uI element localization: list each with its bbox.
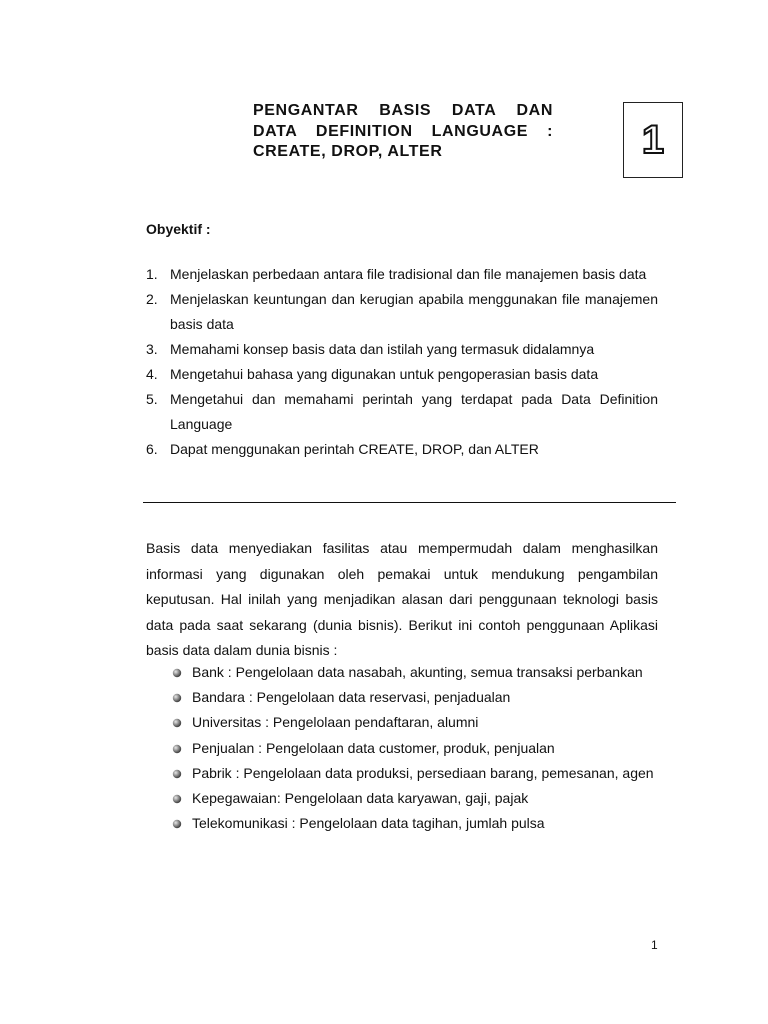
chapter-title-line: PENGANTAR BASIS DATA DAN [253, 102, 553, 119]
objective-item-text: Mengetahui bahasa yang digunakan untuk pengoperasian basis data [170, 366, 599, 382]
objective-item-text: Menjelaskan perbedaan antara file tradisional dan file manajemen basis data [170, 266, 647, 282]
shaded-ball-bullet-icon [172, 718, 182, 728]
shaded-ball-bullet-icon [172, 668, 182, 678]
list-item [172, 710, 658, 735]
list-item-text: Telekomunikasi : Pengelolaan data tagihan, jumlah pulsa [192, 815, 545, 832]
objective-item-number: 2. [146, 291, 158, 307]
objective-item [146, 337, 658, 362]
objective-item-number: 1. [146, 266, 158, 282]
section-divider [143, 502, 676, 503]
objective-item-number: 3. [146, 341, 158, 357]
objective-item-number: 6. [146, 441, 158, 457]
chapter-title-line: DATA DEFINITION LANGUAGE : [253, 122, 553, 140]
objective-heading: Obyektif : [146, 221, 211, 237]
business-application-list [172, 660, 658, 836]
shaded-ball-bullet-icon [172, 693, 182, 703]
intro-paragraph: Basis data menyediakan fasilitas atau mempermudah dalam menghasilkan informasi yang digunakan oleh pemakai untuk mendukung pengambilan keputusan. Hal inilah yang menjadikan alasan dari penggunaan teknologi basis data pada saat sekarang (dunia bisnis). Berikut ini contoh penggunaan Aplikasi basis data dalam dunia bisnis : [146, 540, 658, 658]
objective-item [146, 387, 658, 437]
list-item-text: Kepegawaian: Pengelolaan data karyawan, gaji, pajak [192, 790, 529, 807]
list-item [172, 811, 658, 836]
list-item-text: Bank : Pengelolaan data nasabah, akunting, semua transaksi perbankan [192, 664, 643, 680]
objective-item-number: 5. [146, 391, 158, 407]
objective-item-text: Menjelaskan keuntungan dan kerugian apabila menggunakan file manajemen basis data [170, 291, 658, 332]
objective-item-text: Memahami konsep basis data dan istilah yang termasuk didalamnya [170, 341, 595, 357]
list-item-text: Universitas : Pengelolaan pendaftaran, alumni [192, 714, 479, 731]
shaded-ball-bullet-icon [172, 769, 182, 779]
list-item [172, 736, 658, 761]
chapter-title [253, 101, 553, 163]
list-item-text: Penjualan : Pengelolaan data customer, produk, penjualan [192, 739, 555, 756]
list-item [172, 786, 658, 811]
objective-item [146, 287, 658, 337]
list-item-text: Pabrik : Pengelolaan data produksi, persediaan barang, pemesanan, agen [192, 764, 654, 781]
objective-item-text: Dapat menggunakan perintah CREATE, DROP, dan ALTER [170, 441, 539, 457]
chapter-number-box [623, 102, 683, 178]
objective-list [146, 262, 658, 462]
objective-item-text: Mengetahui dan memahami perintah yang terdapat pada Data Definition Language [170, 391, 658, 432]
chapter-title-line: CREATE, DROP, ALTER [253, 143, 443, 160]
list-item [172, 660, 658, 685]
chapter-number: 1 [641, 118, 665, 162]
objective-item [146, 362, 658, 387]
shaded-ball-bullet-icon [172, 794, 182, 804]
objective-item-number: 4. [146, 366, 158, 382]
list-item [172, 685, 658, 710]
page-number: 1 [651, 938, 658, 952]
objective-item [146, 262, 658, 287]
shaded-ball-bullet-icon [172, 819, 182, 829]
shaded-ball-bullet-icon [172, 744, 182, 754]
list-item [172, 761, 658, 786]
list-item-text: Bandara : Pengelolaan data reservasi, penjadualan [192, 689, 511, 706]
objective-item [146, 437, 658, 462]
